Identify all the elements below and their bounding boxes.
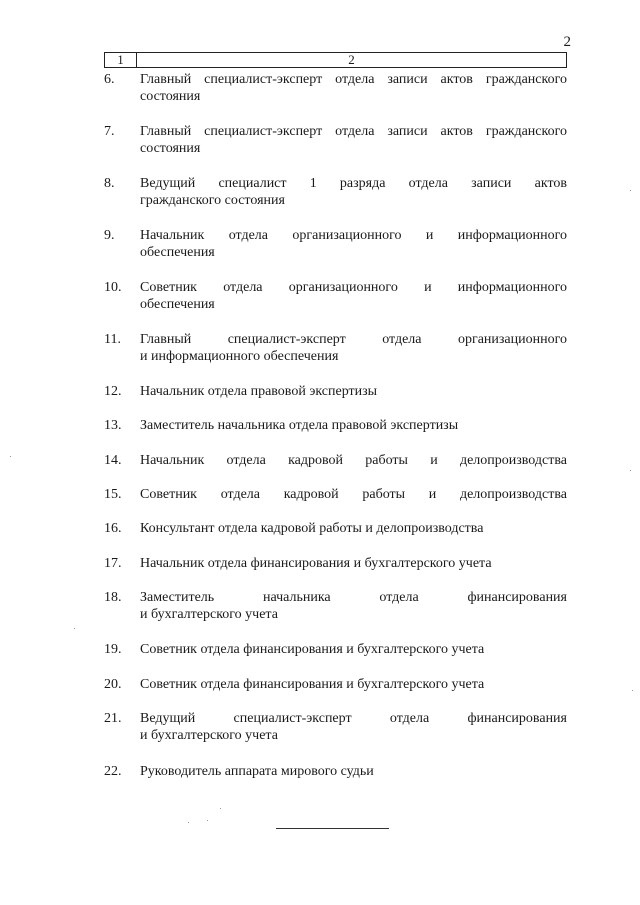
- list-item: [104, 763, 567, 780]
- list-item: [104, 710, 567, 744]
- item-text-line2: гражданского состояния: [140, 193, 285, 208]
- scan-speck: [220, 808, 221, 809]
- page-number: 2: [563, 34, 571, 50]
- scan-speck: [74, 628, 75, 629]
- scan-speck: [630, 470, 631, 471]
- scan-speck: [630, 190, 631, 191]
- item-number: 10.: [104, 280, 122, 295]
- item-text-line1: Советник отдела кадровой работы и делопроизводства: [140, 487, 567, 502]
- item-number: 6.: [104, 72, 115, 87]
- list-item: [104, 227, 567, 261]
- item-number: 14.: [104, 453, 122, 468]
- item-text-line1: Советник отдела финансирования и бухгалтерского учета: [140, 677, 485, 692]
- list-item: [104, 123, 567, 157]
- item-text-line1: Главный специалист-эксперт отдела записи актов гражданского: [140, 72, 567, 87]
- list-item: [104, 71, 567, 105]
- item-number: 7.: [104, 124, 115, 139]
- item-number: 18.: [104, 590, 122, 605]
- list-item: [104, 641, 567, 658]
- item-text-line1: Заместитель начальника отдела финансирования: [140, 590, 567, 605]
- scan-speck: [10, 456, 11, 457]
- header-col-1: 1: [105, 53, 137, 67]
- item-number: 16.: [104, 521, 122, 536]
- item-text-line1: Советник отдела организационного и информационного: [140, 280, 567, 295]
- item-text-line1: Начальник отдела кадровой работы и делопроизводства: [140, 453, 567, 468]
- item-text-line1: Заместитель начальника отдела правовой экспертизы: [140, 418, 459, 433]
- item-text-line1: Главный специалист-эксперт отдела организационного: [140, 332, 567, 347]
- item-number: 20.: [104, 677, 122, 692]
- list-item: [104, 383, 567, 400]
- item-number: 17.: [104, 556, 122, 571]
- list-item: [104, 676, 567, 693]
- item-text-line1: Ведущий специалист 1 разряда отдела записи актов: [140, 176, 567, 191]
- item-number: 11.: [104, 332, 121, 347]
- list-item: [104, 417, 567, 434]
- item-text-line1: Главный специалист-эксперт отдела записи актов гражданского: [140, 124, 567, 139]
- item-number: 19.: [104, 642, 122, 657]
- list-item: [104, 452, 567, 469]
- item-text-line2: и бухгалтерского учета: [140, 728, 278, 743]
- item-text-line1: Консультант отдела кадровой работы и делопроизводства: [140, 521, 484, 536]
- header-col-2: 2: [348, 52, 355, 67]
- item-text-line1: Начальник отдела правовой экспертизы: [140, 384, 378, 399]
- item-number: 22.: [104, 764, 122, 779]
- list-item: [104, 175, 567, 209]
- list-item: [104, 486, 567, 503]
- item-number: 15.: [104, 487, 122, 502]
- list-item: [104, 279, 567, 313]
- item-number: 21.: [104, 711, 122, 726]
- item-number: 8.: [104, 176, 115, 191]
- closing-rule: [276, 828, 389, 829]
- list-item: [104, 589, 567, 623]
- item-number: 9.: [104, 228, 115, 243]
- item-text-line2: обеспечения: [140, 297, 215, 312]
- table-header: [104, 52, 567, 68]
- list-item: [104, 555, 567, 572]
- list-item: [104, 520, 567, 537]
- item-text-line2: и бухгалтерского учета: [140, 607, 278, 622]
- scan-speck: [188, 822, 189, 823]
- item-text-line1: Советник отдела финансирования и бухгалтерского учета: [140, 642, 485, 657]
- item-text-line2: и информационного обеспечения: [140, 349, 339, 364]
- item-text-line2: состояния: [140, 89, 201, 104]
- item-text-line2: обеспечения: [140, 245, 215, 260]
- item-number: 12.: [104, 384, 122, 399]
- list-item: [104, 331, 567, 365]
- scan-speck: [632, 690, 633, 691]
- item-text-line2: состояния: [140, 141, 201, 156]
- item-text-line1: Ведущий специалист-эксперт отдела финансирования: [140, 711, 567, 726]
- scan-speck: [207, 820, 208, 821]
- item-text-line1: Начальник отдела финансирования и бухгалтерского учета: [140, 556, 492, 571]
- item-number: 13.: [104, 418, 122, 433]
- item-text-line1: Руководитель аппарата мирового судьи: [140, 764, 374, 779]
- item-text-line1: Начальник отдела организационного и информационного: [140, 228, 567, 243]
